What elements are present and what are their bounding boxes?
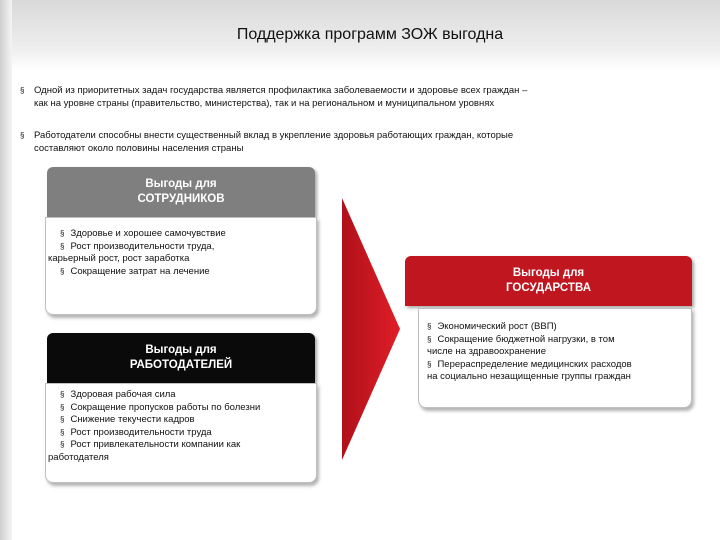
left-decor-bar — [0, 0, 12, 540]
page-title: Поддержка программ ЗОЖ выгодна — [236, 26, 504, 43]
employees-benefits-box — [45, 217, 317, 315]
bullet-marker-icon: § — [60, 402, 65, 412]
list-item-continuation: работодателя — [48, 451, 109, 463]
bullet-marker-icon: § — [60, 390, 65, 399]
bullet-marker-icon: § — [60, 229, 65, 238]
intro-bullet-1-line-2: как на уровне страны (правительство, министерства), так и на региональном и муниципальном уровнях — [34, 97, 495, 109]
list-item: § Сокращение затрат на лечение — [60, 265, 210, 277]
right-arrow-icon — [340, 198, 402, 460]
list-item: § Сокращение бюджетной нагрузки, в том — [427, 333, 615, 345]
list-item: § Снижение текучести кадров — [60, 414, 195, 425]
bullet-marker-icon: § — [20, 86, 25, 95]
state-header-line-2: ГОСУДАРСТВА — [506, 282, 591, 294]
employers-header — [47, 333, 315, 383]
list-item: § Сокращение пропусков работы по болезни — [60, 401, 261, 413]
bullet-marker-icon: § — [427, 359, 432, 369]
bullet-marker-icon: § — [60, 427, 65, 437]
bullet-marker-icon: § — [60, 266, 65, 276]
list-item: § Перераспределение медицинских расходов — [427, 358, 632, 370]
state-header-line-1: Выгоды для — [512, 267, 585, 279]
list-item-continuation: на социально незащищенные группы граждан — [427, 371, 631, 382]
employees-header — [47, 167, 315, 217]
list-item: § Экономический рост (ВВП) — [427, 321, 557, 332]
list-item: § Рост привлекательности компании как — [60, 439, 241, 450]
intro-bullet-1-line-1: Одной из приоритетных задач государства является профилактика заболеваемости и здоровье всех граждан – — [34, 85, 528, 96]
intro-bullet-2-line-2: составляют около половины населения страны — [34, 142, 244, 154]
list-item: § Здоровая рабочая сила — [60, 389, 176, 400]
bullet-marker-icon: § — [60, 241, 65, 251]
bullet-marker-icon: § — [20, 131, 25, 140]
bullet-marker-icon: § — [60, 440, 65, 449]
list-item: § Рост производительности труда, — [60, 240, 215, 252]
bullet-marker-icon: § — [60, 415, 65, 424]
state-header — [405, 256, 692, 306]
intro-bullet-2 — [20, 130, 700, 155]
employees-header-line-1: Выгоды для — [145, 178, 217, 190]
bullet-marker-icon: § — [427, 322, 432, 331]
list-item: § Рост производительности труда — [60, 426, 212, 438]
employees-header-line-2: СОТРУДНИКОВ — [137, 193, 225, 205]
intro-bullet-1 — [20, 85, 700, 110]
employers-header-line-1: Выгоды для — [145, 344, 217, 356]
list-item: § Здоровье и хорошее самочувствие — [60, 228, 226, 239]
intro-bullet-2-line-1: Работодатели способны внести существенный вклад в укрепление здоровья работающих граждан, которые — [34, 130, 514, 141]
list-item-continuation: числе на здравоохранение — [427, 346, 546, 357]
employers-benefits-box — [45, 383, 317, 483]
bullet-marker-icon: § — [427, 334, 432, 344]
list-item-continuation: карьерный рост, рост заработка — [48, 253, 190, 264]
employers-header-line-2: РАБОТОДАТЕЛЕЙ — [129, 359, 233, 371]
state-benefits-box — [418, 308, 692, 408]
